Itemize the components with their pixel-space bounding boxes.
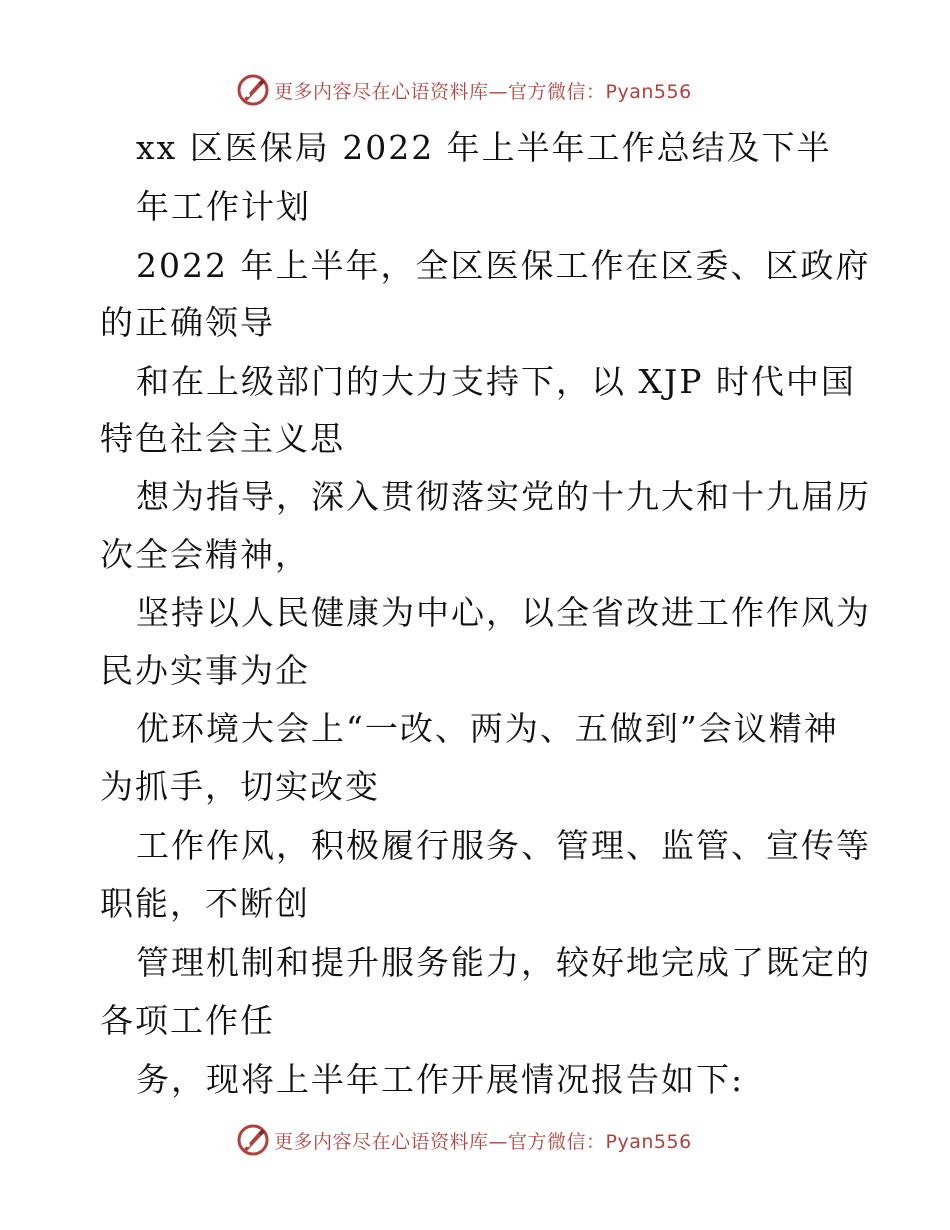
paragraph-line: 次全会精神，	[100, 535, 310, 574]
watermark-top	[236, 72, 692, 108]
paragraph-line: 民办实事为企	[100, 651, 310, 690]
paragraph-line: 务，现将上半年工作开展情况报告如下:	[136, 1060, 745, 1099]
paragraph-line: 的正确领导	[100, 303, 275, 342]
watermark-text: 更多内容尽在心语资料库—官方微信：Pyan556	[274, 1130, 692, 1153]
paragraph-line: 和在上级部门的大力支持下，以 XJP 时代中国	[136, 362, 856, 401]
paragraph-line: 职能，不断创	[100, 884, 310, 923]
watermark-text: 更多内容尽在心语资料库—官方微信：Pyan556	[274, 80, 692, 103]
watermark-bottom	[236, 1122, 692, 1158]
paragraph-line: 坚持以人民健康为中心，以全省改进工作作风为	[136, 593, 871, 632]
paragraph-line: 各项工作任	[100, 1001, 275, 1040]
pen-logo-icon	[236, 1123, 270, 1157]
paragraph-line: 管理机制和提升服务能力，较好地完成了既定的	[136, 943, 871, 982]
paragraph-line: 优环境大会上“一改、两为、五做到”会议精神	[136, 709, 839, 748]
paragraph-line: 2022 年上半年，全区医保工作在区委、区政府	[136, 246, 871, 285]
paragraph-line: 想为指导，深入贯彻落实党的十九大和十九届历	[136, 477, 871, 516]
paragraph-line: 为抓手，切实改变	[100, 767, 380, 806]
document-title-line-1: xx 区医保局 2022 年上半年工作总结及下半	[136, 128, 832, 167]
document-title-line-2: 年工作计划	[136, 187, 311, 226]
paragraph-line: 工作作风，积极履行服务、管理、监管、宣传等	[136, 826, 871, 865]
pen-logo-icon	[236, 73, 270, 107]
paragraph-line: 特色社会主义思	[100, 419, 345, 458]
